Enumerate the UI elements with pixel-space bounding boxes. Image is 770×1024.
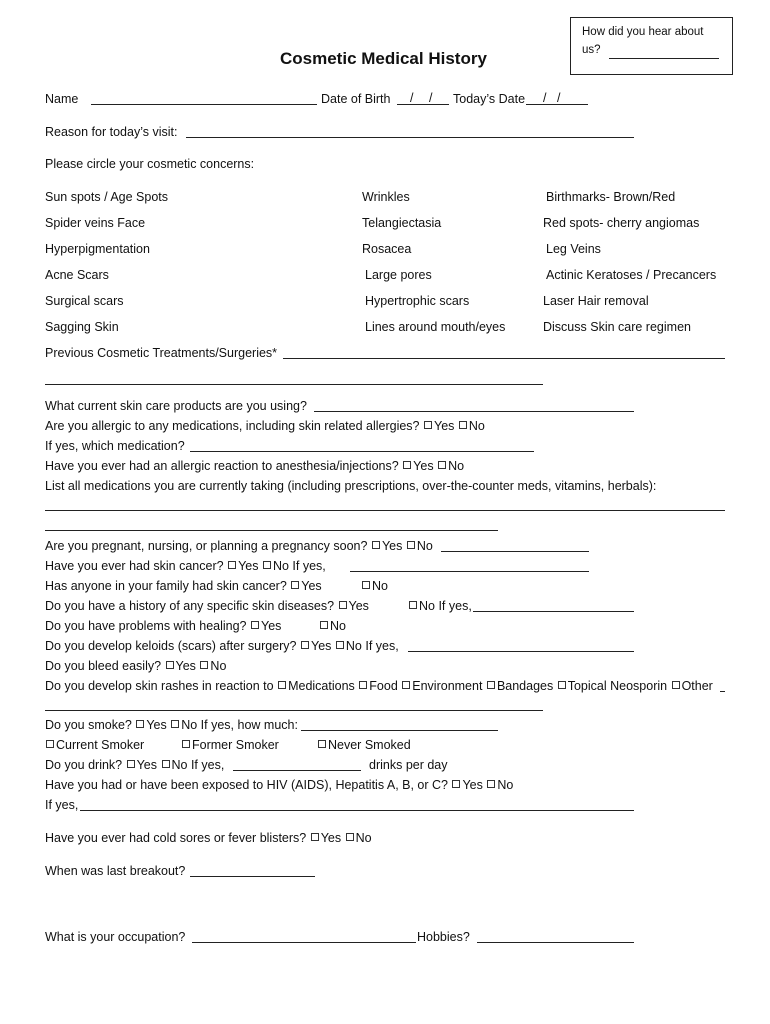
concern-item[interactable]: Large pores [365,268,432,282]
concern-item[interactable]: Discuss Skin care regimen [543,320,691,334]
which-medication-label: If yes, which medication? [45,439,185,453]
anesthesia-question: Have you ever had an allergic reaction to anesthesia/injections? Yes No [45,459,465,473]
skin-cancer-field[interactable] [350,571,589,572]
skin-disease-question: Do you have a history of any specific skin diseases? Yes [45,599,369,613]
name-field[interactable] [91,104,317,105]
drink-question: Do you drink? Yes No If yes, [45,758,225,772]
concern-item[interactable]: Rosacea [362,242,412,256]
concern-item[interactable]: Telangiectasia [362,216,442,230]
current-smoker-option: Current Smoker [45,737,144,753]
reason-label: Reason for today’s visit: [45,125,178,139]
yes-checkbox[interactable] [166,661,174,669]
rash-other-field[interactable] [720,691,725,692]
medications-field-2[interactable] [45,530,498,531]
concern-item[interactable]: Sagging Skin [45,320,119,334]
which-medication-field[interactable] [190,451,534,452]
yes-checkbox[interactable] [339,601,347,609]
breakout-field[interactable] [190,876,315,877]
concern-item[interactable]: Acne Scars [45,268,109,282]
concern-item[interactable]: Wrinkles [362,190,410,204]
no-checkbox[interactable] [409,601,417,609]
referral-box [570,17,733,75]
occupation-question: What is your occupation? [45,930,186,944]
yes-checkbox[interactable] [301,641,309,649]
no-checkbox[interactable] [362,581,370,589]
hobbies-label: Hobbies? [417,930,470,944]
concern-item[interactable]: Laser Hair removal [543,294,649,308]
no-checkbox[interactable] [407,541,415,549]
environment-checkbox[interactable] [402,681,410,689]
no-checkbox[interactable] [200,661,208,669]
yes-checkbox[interactable] [251,621,259,629]
dob-separator: / [410,91,414,105]
never-smoked-checkbox[interactable] [318,740,326,748]
occupation-field[interactable] [192,942,416,943]
today-date-separator: / [543,91,547,105]
previous-treatments-label: Previous Cosmetic Treatments/Surgeries* [45,346,278,360]
rash-field-2[interactable] [45,710,543,711]
breakout-question: When was last breakout? [45,864,186,878]
skin-cancer-question: Have you ever had skin cancer? Yes No If yes, [45,559,326,573]
medications-question: List all medications you are currently taking (including prescriptions, over-the-counter meds, vitamins, herbals): [45,479,657,493]
concern-item[interactable]: Actinic Keratoses / Precancers [546,268,717,282]
yes-checkbox[interactable] [136,720,144,728]
dob-separator: / [429,91,433,105]
smoke-amount-field[interactable] [301,730,498,731]
allergy-question: Are you allergic to any medications, including skin related allergies? Yes No [45,419,485,433]
pregnancy-field[interactable] [441,551,589,552]
keloid-field[interactable] [408,651,634,652]
name-label: Name [45,92,79,106]
no-checkbox[interactable] [263,561,271,569]
skincare-question: What current skin care products are you using? [45,399,307,413]
referral-question-line1: How did you hear about [582,26,704,38]
smoke-question: Do you smoke? Yes No If yes, how much: [45,718,298,732]
yes-checkbox[interactable] [403,461,411,469]
former-smoker-checkbox[interactable] [182,740,190,748]
yes-checkbox[interactable] [127,760,135,768]
neosporin-checkbox[interactable] [558,681,566,689]
never-smoked-option: Never Smoked [317,737,411,753]
pregnancy-question: Are you pregnant, nursing, or planning a pregnancy soon? Yes No [45,539,433,553]
hiv-if-yes-label: If yes, [45,798,79,812]
yes-checkbox[interactable] [291,581,299,589]
today-date-separator: / [557,91,561,105]
previous-treatments-field-2[interactable] [45,384,543,385]
healing-no: No [319,618,346,634]
concern-item[interactable]: Hypertrophic scars [365,294,470,308]
keloid-question: Do you develop keloids (scars) after surgery? Yes No If yes, [45,639,399,653]
reason-field[interactable] [186,137,634,138]
yes-checkbox[interactable] [452,780,460,788]
concern-item[interactable]: Red spots- cherry angiomas [543,216,700,230]
family-cancer-question: Has anyone in your family had skin cancer? Yes [45,579,322,593]
no-checkbox[interactable] [438,461,446,469]
no-checkbox[interactable] [487,780,495,788]
skincare-field[interactable] [314,411,634,412]
yes-checkbox[interactable] [311,833,319,841]
no-checkbox[interactable] [171,720,179,728]
hiv-question: Have you had or have been exposed to HIV (AIDS), Hepatitis A, B, or C? Yes No [45,778,514,792]
concern-item[interactable]: Leg Veins [546,242,601,256]
family-cancer-no: No [361,578,388,594]
concern-item[interactable]: Birthmarks- Brown/Red [546,190,676,204]
concern-item[interactable]: Lines around mouth/eyes [365,320,506,334]
bleed-question: Do you bleed easily? Yes No [45,659,227,673]
no-checkbox[interactable] [459,421,467,429]
skin-disease-no: No If yes, [408,598,472,614]
dob-field[interactable] [397,104,449,105]
concern-item[interactable]: Spider veins Face [45,216,146,230]
no-checkbox[interactable] [336,641,344,649]
bandages-checkbox[interactable] [487,681,495,689]
today-date-label: Today’s Date [453,92,526,106]
food-checkbox[interactable] [359,681,367,689]
yes-checkbox[interactable] [372,541,380,549]
healing-question: Do you have problems with healing? Yes [45,619,282,633]
yes-checkbox[interactable] [424,421,432,429]
yes-checkbox[interactable] [228,561,236,569]
no-checkbox[interactable] [346,833,354,841]
drinks-field[interactable] [233,770,361,771]
referral-field[interactable] [609,58,719,59]
medications-field[interactable] [45,510,725,511]
former-smoker-option: Former Smoker [181,737,279,753]
concerns-prompt: Please circle your cosmetic concerns: [45,157,255,171]
hiv-field[interactable] [80,810,634,811]
cold-sores-question: Have you ever had cold sores or fever blisters? Yes No [45,831,372,845]
page-title: Cosmetic Medical History [280,49,487,68]
rash-question: Do you develop skin rashes in reaction to Medications Food Environment Bandages Topical Neosporin Other [45,679,713,693]
current-smoker-checkbox[interactable] [46,740,54,748]
previous-treatments-field[interactable] [283,358,725,359]
skin-disease-field[interactable] [473,611,634,612]
other-checkbox[interactable] [672,681,680,689]
drinks-per-day-label: drinks per day [369,758,448,772]
dob-label: Date of Birth [321,92,391,106]
concern-item[interactable]: Sun spots / Age Spots [45,190,168,204]
medications-checkbox[interactable] [278,681,286,689]
no-checkbox[interactable] [162,760,170,768]
concern-item[interactable]: Surgical scars [45,294,124,308]
concern-item[interactable]: Hyperpigmentation [45,242,150,256]
referral-question-line2: us? [582,44,601,56]
hobbies-field[interactable] [477,942,634,943]
no-checkbox[interactable] [320,621,328,629]
